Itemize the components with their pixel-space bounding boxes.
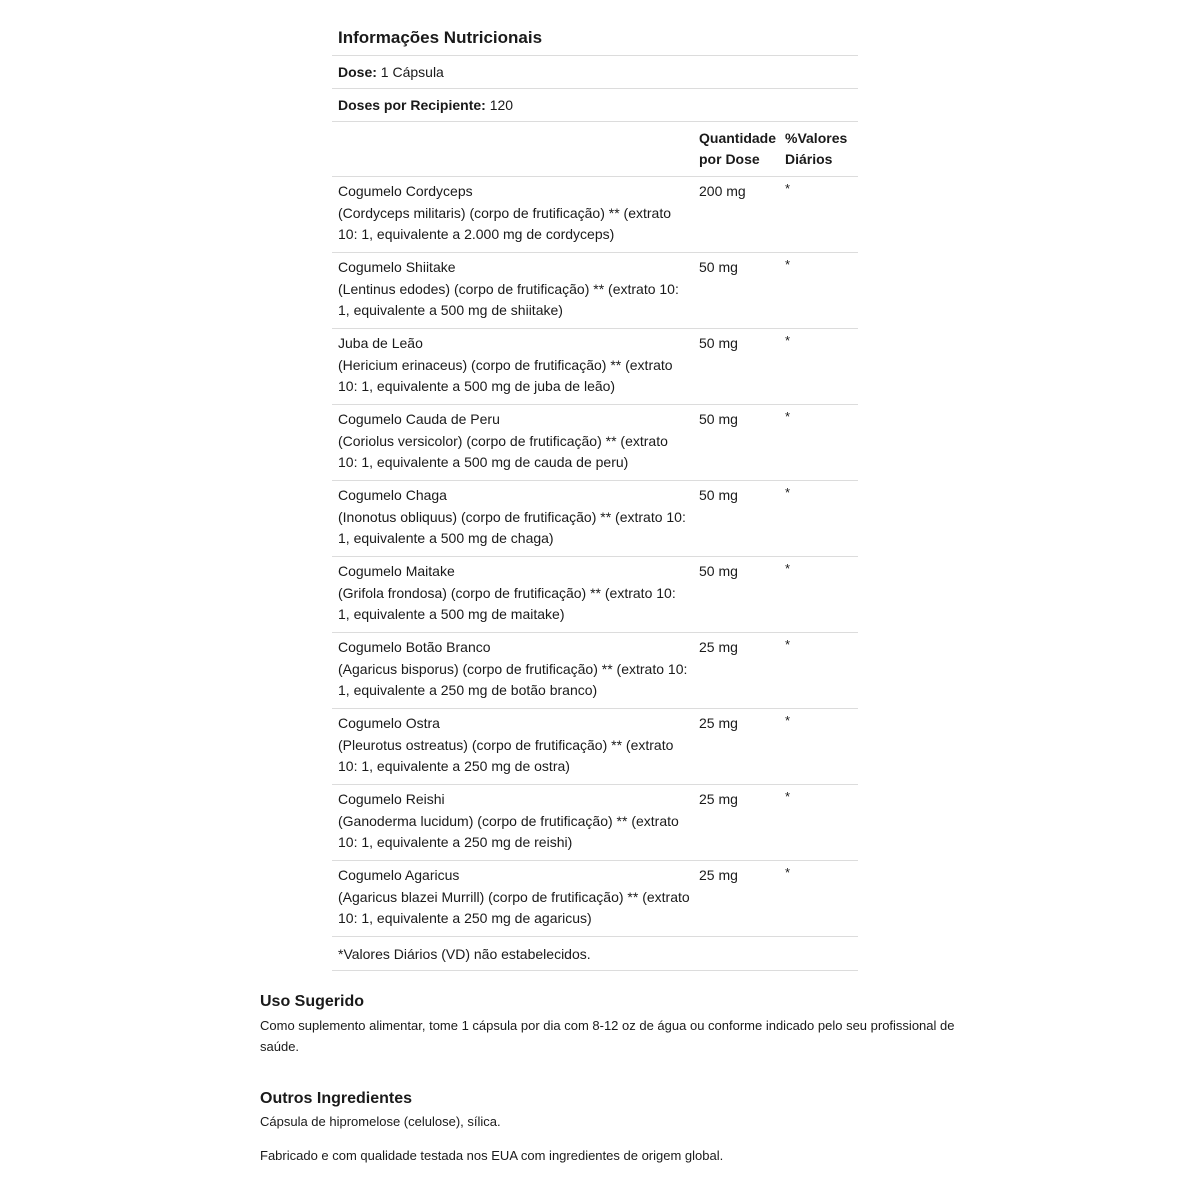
ingredient-amount: 25 mg [699, 791, 738, 807]
ingredient-row [332, 177, 858, 253]
column-header-amount [699, 128, 783, 170]
ingredient-daily-value: * [785, 713, 791, 728]
ingredient-description [338, 865, 690, 930]
ingredient-detail: (Hericium erinaceus) (corpo de frutificação) ** (extrato 10: 1, equivalente a 500 mg de juba de leão) [338, 356, 673, 394]
ingredient-description [338, 637, 690, 702]
ingredient-name: Cogumelo Shiitake [338, 259, 456, 275]
ingredient-name: Cogumelo Botão Branco [338, 639, 491, 655]
ingredient-name: Cogumelo Cordyceps [338, 183, 473, 199]
suggested-use-text: Como suplemento alimentar, tome 1 cápsula por dia com 8-12 oz de água ou conforme indicado pelo seu profissional de saúde. [260, 1018, 955, 1054]
ingredient-amount: 50 mg [699, 259, 738, 275]
ingredient-detail: (Agaricus blazei Murrill) (corpo de frutificação) ** (extrato 10: 1, equivalente a 250 mg de agaricus) [338, 888, 690, 926]
other-ingredients-section [260, 1088, 960, 1166]
daily-value-footnote: *Valores Diários (VD) não estabelecidos. [332, 937, 858, 971]
ingredient-amount: 50 mg [699, 335, 738, 351]
ingredient-daily-value: * [785, 789, 791, 804]
doses-per-container-label: Doses por Recipiente: [338, 97, 486, 113]
ingredient-row [332, 329, 858, 405]
ingredient-detail: (Agaricus bisporus) (corpo de frutificação) ** (extrato 10: 1, equivalente a 250 mg de botão branco) [338, 660, 688, 698]
ingredient-detail: (Cordyceps militaris) (corpo de frutificação) ** (extrato 10: 1, equivalente a 2.000 mg de cordyceps) [338, 204, 671, 242]
dose-row [332, 56, 858, 89]
ingredient-daily-value: * [785, 865, 791, 880]
ingredient-row [332, 861, 858, 937]
ingredient-row [332, 709, 858, 785]
other-ingredients-title: Outros Ingredientes [260, 1090, 413, 1107]
ingredient-name: Cogumelo Reishi [338, 791, 445, 807]
ingredient-description [338, 789, 690, 854]
other-ingredients-text: Cápsula de hipromelose (celulose), sílica. [260, 1114, 501, 1129]
manufacturing-note: Fabricado e com qualidade testada nos EUA com ingredientes de origem global. [260, 1148, 724, 1163]
column-header-amount-line1: Quantidade [699, 130, 777, 146]
suggested-use-section [260, 991, 960, 1057]
column-header-amount-line2: por Dose [699, 151, 760, 167]
ingredient-amount: 25 mg [699, 639, 738, 655]
ingredient-daily-value: * [785, 257, 791, 272]
ingredient-list [332, 177, 858, 937]
ingredient-daily-value: * [785, 561, 791, 576]
ingredient-description [338, 485, 690, 550]
nutrition-facts-panel [332, 20, 858, 971]
ingredient-name: Cogumelo Cauda de Peru [338, 411, 500, 427]
ingredient-name: Cogumelo Ostra [338, 715, 440, 731]
ingredient-description [338, 333, 690, 398]
ingredient-daily-value: * [785, 181, 791, 196]
column-header-daily-value [785, 128, 855, 170]
ingredient-row [332, 253, 858, 329]
ingredient-name: Cogumelo Chaga [338, 487, 447, 503]
ingredient-detail: (Inonotus obliquus) (corpo de frutificação) ** (extrato 10: 1, equivalente a 500 mg de chaga) [338, 508, 686, 546]
ingredient-row [332, 633, 858, 709]
ingredient-detail: (Pleurotus ostreatus) (corpo de frutificação) ** (extrato 10: 1, equivalente a 250 mg de ostra) [338, 736, 674, 774]
ingredient-detail: (Lentinus edodes) (corpo de frutificação) ** (extrato 10: 1, equivalente a 500 mg de shiitake) [338, 280, 679, 318]
column-header-daily-value-line1: %Valores [785, 130, 848, 146]
ingredient-name: Cogumelo Maitake [338, 563, 455, 579]
ingredient-amount: 25 mg [699, 867, 738, 883]
ingredient-daily-value: * [785, 333, 791, 348]
ingredient-description [338, 257, 690, 322]
column-header-daily-value-line2: Diários [785, 151, 833, 167]
doses-per-container-value: 120 [489, 97, 514, 113]
suggested-use-title: Uso Sugerido [260, 993, 365, 1010]
ingredient-amount: 50 mg [699, 487, 738, 503]
nutrition-title: Informações Nutricionais [332, 20, 858, 56]
ingredient-amount: 50 mg [699, 563, 738, 579]
ingredient-description [338, 713, 690, 778]
ingredient-description [338, 409, 690, 474]
dose-value: 1 Cápsula [380, 64, 444, 80]
ingredient-row [332, 405, 858, 481]
ingredient-amount: 200 mg [699, 183, 746, 199]
ingredient-daily-value: * [785, 637, 791, 652]
ingredient-description [338, 181, 690, 246]
ingredient-detail: (Grifola frondosa) (corpo de frutificação) ** (extrato 10: 1, equivalente a 500 mg de maitake) [338, 584, 676, 622]
ingredient-daily-value: * [785, 409, 791, 424]
ingredient-row [332, 557, 858, 633]
ingredient-amount: 25 mg [699, 715, 738, 731]
ingredient-daily-value: * [785, 485, 791, 500]
ingredient-amount: 50 mg [699, 411, 738, 427]
ingredient-row [332, 785, 858, 861]
doses-per-container-row [332, 89, 858, 122]
ingredient-detail: (Coriolus versicolor) (corpo de frutificação) ** (extrato 10: 1, equivalente a 500 mg de cauda de peru) [338, 432, 668, 470]
ingredient-description [338, 561, 690, 626]
ingredient-name: Juba de Leão [338, 335, 423, 351]
ingredient-detail: (Ganoderma lucidum) (corpo de frutificação) ** (extrato 10: 1, equivalente a 250 mg de reishi) [338, 812, 679, 850]
ingredient-name: Cogumelo Agaricus [338, 867, 460, 883]
ingredient-row [332, 481, 858, 557]
table-header [332, 122, 858, 177]
dose-label: Dose: [338, 64, 377, 80]
